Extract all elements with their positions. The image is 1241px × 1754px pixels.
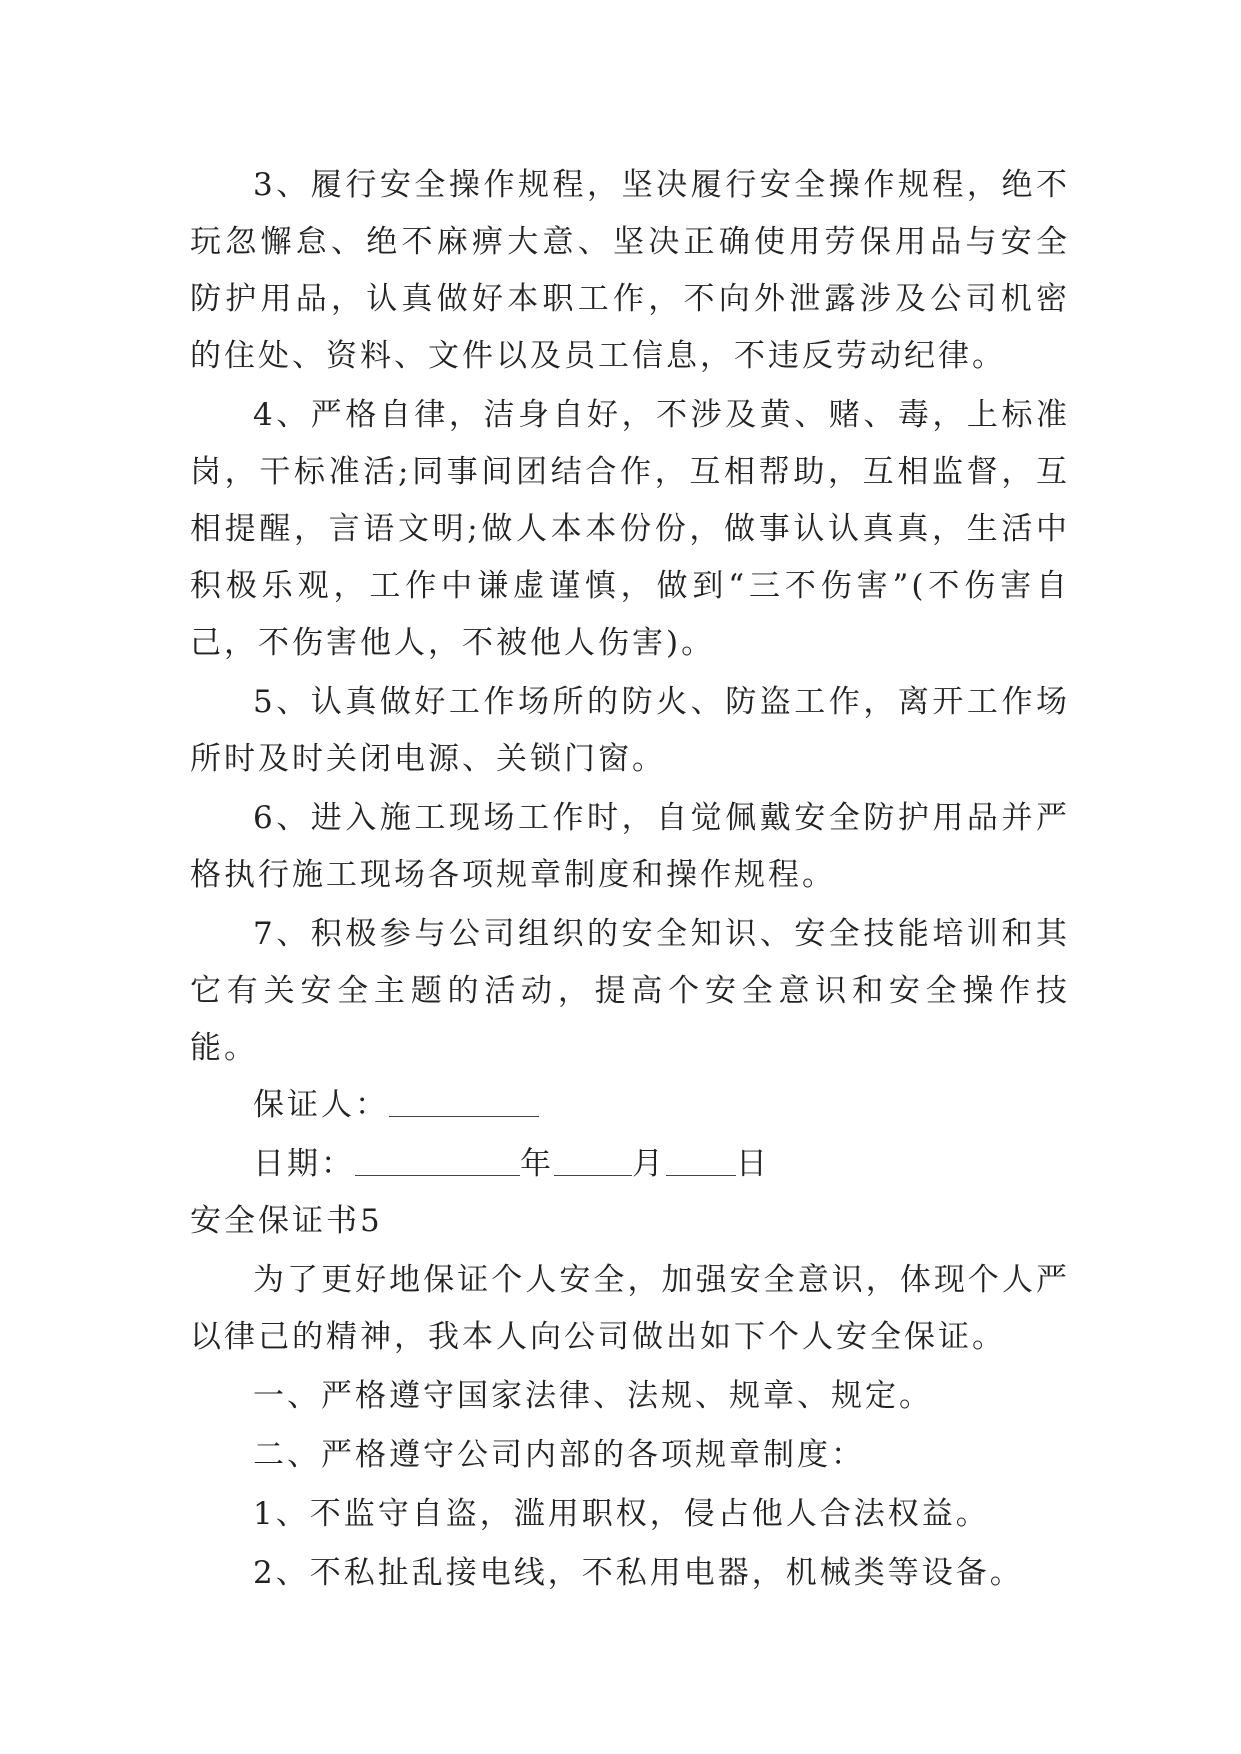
date-line	[190, 1136, 1070, 1193]
day-label: 日	[736, 1146, 770, 1182]
paragraph-item-6: 6、进入施工现场工作时，自觉佩戴安全防护用品并严格执行施工现场各项规章制度和操作规程。	[190, 800, 1070, 893]
section-item-1: 一、严格遵守国家法律、法规、规章、规定。	[253, 1378, 933, 1414]
month-label: 月	[632, 1146, 666, 1182]
guarantor-label: 保证人：	[253, 1087, 389, 1123]
paragraph-item-5: 5、认真做好工作场所的防火、防盗工作，离开工作场所时及时关闭电源、关锁门窗。	[190, 684, 1070, 777]
section-subitem-2: 2、不私扯乱接电线，不私用电器，机械类等设备。	[253, 1555, 1024, 1591]
date-label: 日期：	[253, 1146, 355, 1182]
section-item-2: 二、严格遵守公司内部的各项规章制度：	[253, 1437, 865, 1473]
section-title: 安全保证书5	[190, 1203, 383, 1239]
year-label: 年	[520, 1146, 554, 1182]
guarantor-line	[190, 1077, 1070, 1134]
section-intro: 为了更好地保证个人安全，加强安全意识，体现个人严以律己的精神，我本人向公司做出如下个人安全保证。	[190, 1262, 1070, 1355]
year-blank	[355, 1149, 520, 1176]
document-body	[190, 157, 1070, 1602]
paragraph-item-4: 4、严格自律，洁身自好，不涉及黄、赌、毒，上标准岗，干标准活;同事间团结合作，互相帮助，互相监督，互相提醒，言语文明;做人本本份份，做事认认真真，生活中积极乐观，工作中谦虚谨慎，做到“三不伤害”(不伤害自己，不伤害他人，不被他人伤害)。	[190, 397, 1070, 661]
paragraph-item-7: 7、积极参与公司组织的安全知识、安全技能培训和其它有关安全主题的活动，提高个安全意识和安全操作技能。	[190, 916, 1070, 1066]
month-blank	[554, 1149, 632, 1176]
paragraph-item-3: 3、履行安全操作规程，坚决履行安全操作规程，绝不玩忽懈怠、绝不麻痹大意、坚决正确使用劳保用品与安全防护用品，认真做好本职工作，不向外泄露涉及公司机密的住处、资料、文件以及员工信息，不违反劳动纪律。	[190, 167, 1070, 374]
day-blank	[666, 1149, 736, 1176]
section-subitem-1: 1、不监守自盗，滥用职权，侵占他人合法权益。	[253, 1496, 990, 1532]
guarantor-blank	[389, 1090, 539, 1117]
